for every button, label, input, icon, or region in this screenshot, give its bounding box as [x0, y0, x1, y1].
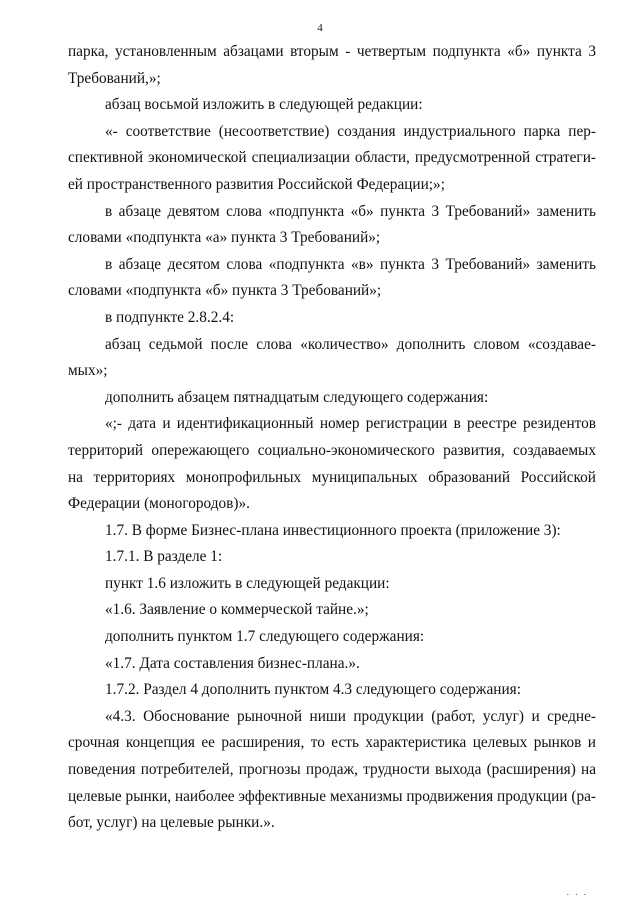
paragraph-4: в абзаце девятом слова «подпункта «б» пункта 3 Требований» заменить словами «подпункта «а» пункта 3 Требований»;: [68, 202, 596, 247]
paragraph-5: в абзаце десятом слова «подпункта «в» пункта 3 Требований» заменить словами «подпункта «б» пункта 3 Требований»;: [68, 255, 596, 300]
paragraph-3: «- соответствие (несоответствие) создания индустриального парка перспективной экономической специализации области, предусмотренной стратегией пространственного развития Российской Федерации;»;: [68, 122, 596, 193]
paragraph-7: абзац седьмой после слова «количество» дополнить словом «создаваемых»;: [68, 335, 596, 380]
paragraph-12: пункт 1.6 изложить в следующей редакции:: [105, 574, 390, 592]
paragraph-1: парка, установленным абзацами вторым - четвертым подпункта «б» пункта 3 Требований,»;: [68, 43, 596, 87]
paragraph-14: дополнить пунктом 1.7 следующего содержания:: [105, 628, 425, 646]
paragraph-9: «;- дата и идентификационный номер регистрации в реестре резидентов территорий опережающего социально-экономического развития, создаваемых на территориях монопрофильных муниципальных образований Российской Федерации (моногородов)».: [68, 415, 596, 513]
paragraph-16: 1.7.2. Раздел 4 дополнить пунктом 4.3 следующего содержания:: [105, 681, 521, 699]
paragraph-10: 1.7. В форме Бизнес-плана инвестиционного проекта (приложение 3):: [105, 521, 561, 539]
document-body: [68, 39, 596, 837]
paragraph-8: дополнить абзацем пятнадцатым следующего содержания:: [105, 388, 489, 406]
paragraph-15: «1.7. Дата составления бизнес-плана.».: [105, 654, 360, 672]
paragraph-2: абзац восьмой изложить в следующей редакции:: [105, 96, 423, 114]
paragraph-6: в подпункте 2.8.2.4:: [105, 308, 235, 326]
page-number: 4: [317, 22, 323, 34]
footer-mark: . . .: [566, 887, 588, 897]
paragraph-13: «1.6. Заявление о коммерческой тайне.»;: [105, 601, 369, 619]
paragraph-17: «4.3. Обоснование рыночной ниши продукции (работ, услуг) и среднесрочная концепция ее расширения, то есть характеристика целевых рынков и поведения потребителей, прогнозы продаж, трудности выхода (расширения) на целевые рынки, наиболее эффективные механизмы продвижения продукции (работ, услуг) на целевые рынки.».: [68, 707, 596, 832]
paragraph-11: 1.7.1. В разделе 1:: [105, 548, 223, 566]
